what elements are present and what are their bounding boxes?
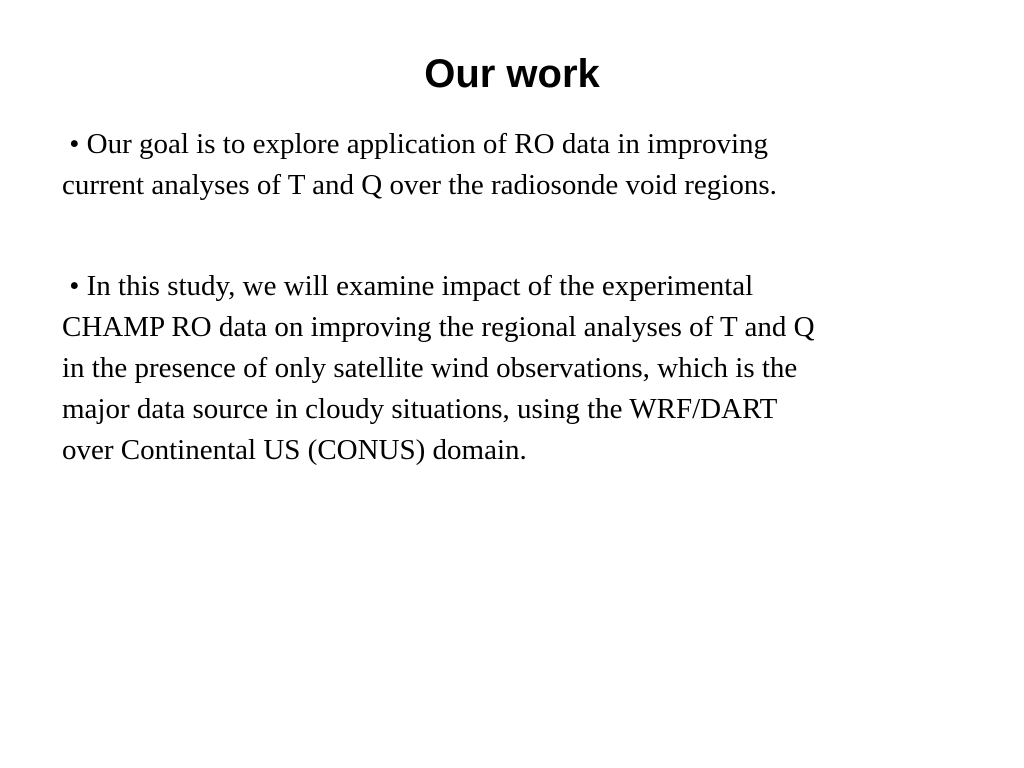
text-line: current analyses of T and Q over the radiosonde void regions. (62, 169, 777, 201)
text-line: in the presence of only satellite wind observations, which is the (62, 352, 798, 384)
text-line: • Our goal is to explore application of RO data in improving (62, 128, 769, 160)
text-line: major data source in cloudy situations, using the WRF/DART (62, 393, 778, 425)
text-line: over Continental US (CONUS) domain. (62, 434, 527, 466)
text-line: CHAMP RO data on improving the regional analyses of T and Q (62, 311, 815, 343)
bullet-study (62, 266, 982, 471)
slide-title: Our work (424, 52, 600, 96)
text-line: • In this study, we will examine impact of the experimental (62, 270, 754, 302)
bullet-goal (62, 124, 982, 206)
